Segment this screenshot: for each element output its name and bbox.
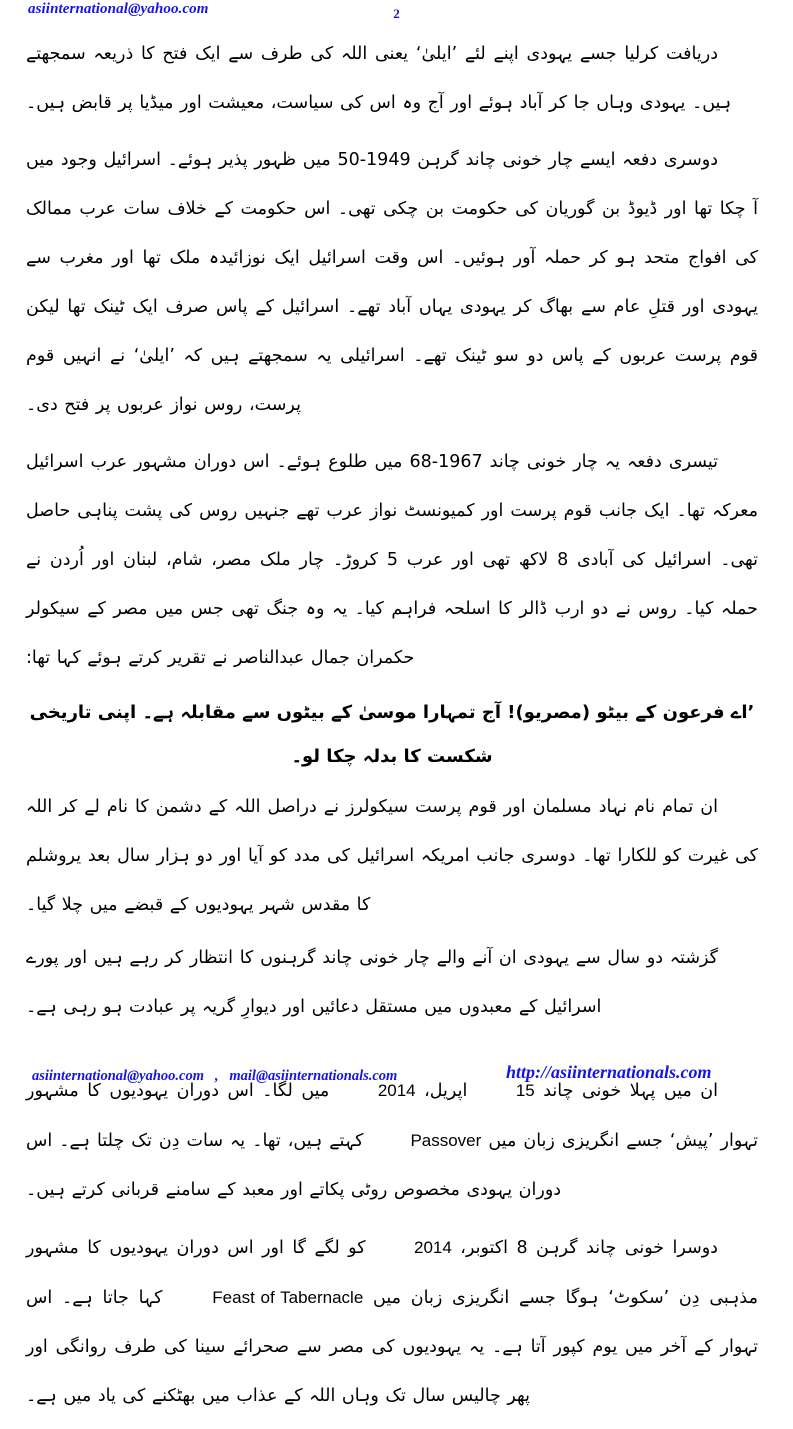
paragraph-6-passover: ان میں پہلا خونی چاند 15 اپریل، 2014 میں لگا۔ اس دوران یہودیوں کا مشہور تہوار ’پیش‘ جسے انگریزی زبان میں Passover کہتے ہیں، تھا۔ یہ سات دِن تک چلتا ہے۔ اس دوران یہودی مخصوص روٹی پکاتے اور معبد کے سامنے قربانی کرتے ہیں۔ xyxy=(26,1066,758,1215)
paragraph-3: تیسری دفعہ یہ چار خونی چاند 1967-68 میں طلوع ہوئے۔ اس دوران مشہور عرب اسرائیل معرکہ تھا۔ ایک جانب قوم پرست اور کمیونسٹ نواز عرب تھے جنہیں روس کی پشت پناہی حاصل تھی۔ اسرائیل کی آبادی 8 لاکھ تھی اور عرب 5 کروڑ۔ چار ملک مصر، شام، لبنان اور اُردن نے حملہ کیا۔ روس نے دو ارب ڈالر کا اسلحہ فراہم کیا۔ یہ وہ جنگ تھی جس میں مصر کے سیکولر حکمران جمال عبدالناصر نے تقریر کرتے ہوئے کہا تھا: xyxy=(26,452,758,668)
footer-email-links[interactable]: asiinternational@yahoo.com , mail@asiinternationals.com xyxy=(32,1068,398,1084)
document-body xyxy=(26,30,758,1429)
latin-run: 15 xyxy=(515,1081,535,1100)
page-footer xyxy=(0,1062,793,1102)
speech-quote: ’اے فرعون کے بیٹو (مصریو)! آج تمہارا موسیٰ کے بیٹوں سے مقابلہ ہے۔ اپنی تاریخی شکست کا بدلہ چکا لو۔ xyxy=(29,702,755,767)
paragraph-2: دوسری دفعہ ایسے چار خونی چاند گرہن 1949-50 میں ظہور پذیر ہوئے۔ اسرائیل وجود میں آ چکا تھا اور ڈیوڈ بن گوریان کی حکومت بن چکی تھی۔ اس حکومت کے خلاف سات عرب ممالک کی افواج متحد ہو کر حملہ آور ہوئیں۔ اس وقت اسرائیل ایک نوزائیدہ ملک تھا اور مغرب سے یہودی اور قتلِ عام سے بھاگ کر یہودی یہاں آباد تھے۔ اسرائیل کے پاس صرف ایک ٹینک تھا لیکن قوم پرست عربوں کے پاس دو سو ٹینک تھے۔ اسرائیلی یہ سمجھتے ہیں کہ ’ایلیٰ‘ نے انہیں قوم پرست، روس نواز عربوں پر فتح دی۔ xyxy=(26,150,758,415)
latin-run: Feast of Tabernacle xyxy=(212,1288,364,1307)
latin-run: 2014 xyxy=(414,1238,452,1257)
page-header xyxy=(0,0,793,30)
header-email-link[interactable]: asiinternational@yahoo.com xyxy=(28,1,209,17)
paragraph-4: ان تمام نام نہاد مسلمان اور قوم پرست سیکولرز نے دراصل اللہ کے دشمن کا نام لے کر اللہ کی غیرت کو للکارا تھا۔ دوسری جانب امریکہ اسرائیل کی مدد کو آیا اور دو ہزار سال بعد یروشلم کا مقدس شہر یہودیوں کے قبضے میں چلا گیا۔ xyxy=(26,797,758,915)
page-number: 2 xyxy=(393,6,400,21)
paragraph-7-tabernacle: دوسرا خونی چاند گرہن 8 اکتوبر، 2014 کو لگے گا اور اس دوران یہودیوں کا مشہور مذہبی دِن ’سکوٹ‘ ہوگا جسے انگریزی زبان میں Feast of Tabernacle کہا جاتا ہے۔ اس تہوار کے آخر میں یوم کپور آتا ہے۔ یہ یہودیوں کی مصر سے صحرائے سینا کی طرف روانگی اور پھر چالیس سال تک وہاں اللہ کے عذاب میں بھٹکنے کی یاد میں ہے۔ xyxy=(26,1223,758,1421)
latin-run: Passover xyxy=(410,1131,482,1150)
paragraph-5: گزشتہ دو سال سے یہودی ان آنے والے چار خونی چاند گرہنوں کا انتظار کر رہے ہیں اور پورے اسرائیل کے معبدوں میں مستقل دعائیں اور دیوارِ گریہ پر عبادت ہو رہی ہے۔ xyxy=(26,948,718,1017)
paragraph-1: دریافت کرلیا جسے یہودی اپنے لئے ’ایلیٰ‘ یعنی اللہ کی طرف سے ایک فتح کا ذریعہ سمجھتے ہیں۔ یہودی وہاں جا کر آباد ہوئے اور آج وہ اس کی سیاست، معیشت اور میڈیا پر قابض ہیں۔ xyxy=(26,44,732,113)
footer-website-link[interactable]: http://asiinternationals.com xyxy=(506,1062,712,1082)
latin-run: 2014 xyxy=(377,1081,416,1100)
